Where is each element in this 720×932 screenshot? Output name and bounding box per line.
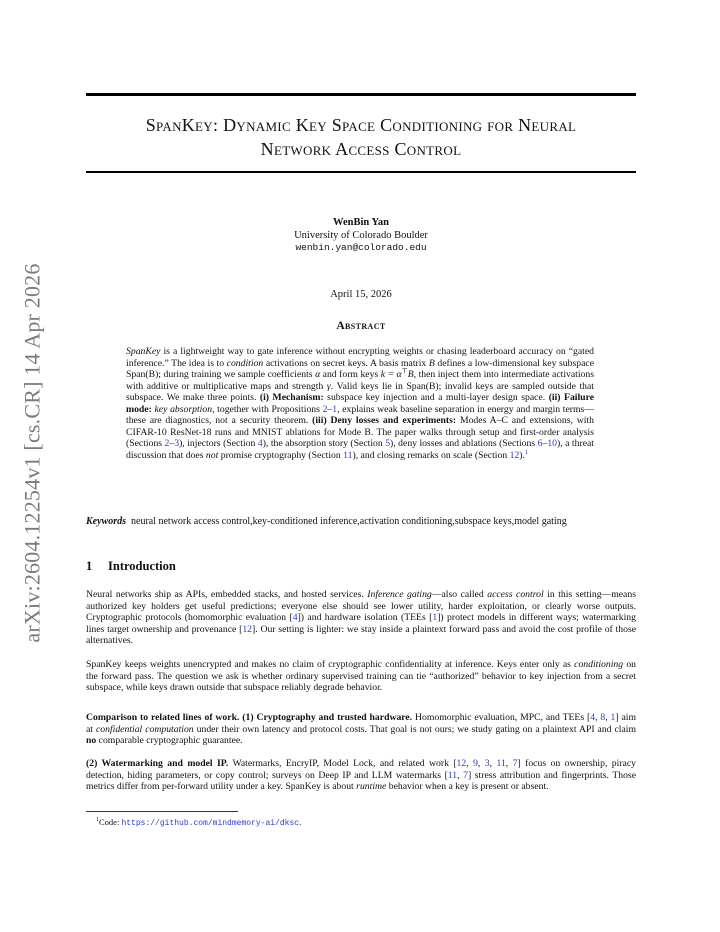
paragraph-text: no — [86, 735, 97, 747]
crossref-link[interactable]: 10 — [547, 438, 557, 449]
paper-title-line-2: Network Access Control — [260, 139, 462, 159]
paragraph-text: access control — [487, 589, 544, 600]
crossref-link[interactable]: 3 — [174, 438, 180, 449]
abstract-text-segment: ), injectors (Section — [179, 438, 258, 449]
paper-title — [86, 113, 636, 161]
paragraph-text: , — [466, 758, 474, 769]
crossref-link[interactable]: 4 — [257, 438, 263, 449]
paragraph-text: SpanKey keeps weights unencrypted and makes no claim of cryptographic confidentiality at inference. Keys enter only as — [86, 659, 575, 670]
abstract-math-superscript: ⊤ — [401, 367, 408, 375]
crossref-link[interactable]: 2 — [322, 403, 328, 415]
section-heading-introduction — [86, 559, 636, 574]
paragraph-text: behavior when a key is present or absent. — [386, 781, 549, 793]
abstract-math: Span(B) — [126, 369, 159, 380]
crossref-link[interactable]: 12 — [509, 449, 520, 461]
paragraph-text: ] stress attribution and fingerprints. Those metrics differ from per-forward utility under a key. SpanKey is about — [86, 769, 637, 793]
citation-link[interactable]: 1 — [432, 612, 438, 624]
author-block — [86, 217, 636, 255]
abstract-text-segment: , together with Propositions — [212, 403, 323, 415]
abstract-text-segment: key absorption — [154, 403, 213, 415]
paragraph-text: Neural networks ship as APIs, embedded stacks, and hosted services. — [86, 589, 368, 600]
arxiv-identifier-stamp — [18, 258, 48, 648]
abstract-text-segment: ). — [519, 449, 525, 461]
abstract-point-label: (i) Mechanism: — [259, 392, 324, 403]
paragraph-subheading: (1) Cryptography and trusted hardware. — [242, 712, 413, 723]
abstract-text-segment: subspace key injection and a multi-layer design space. — [323, 392, 549, 403]
keywords-text: neural network access control,key-conditioned inference,activation conditioning,subspace keys,model gating — [131, 516, 567, 527]
abstract-math: k = α — [380, 369, 402, 380]
paragraph-text: ]. Our setting is lighter: we stay inside a plaintext forward pass and avoid the cost profile of those alternatives. — [86, 623, 637, 647]
abstract-text-segment: activations on secret keys. A basis matrix — [263, 357, 429, 369]
citation-link[interactable]: 11 — [447, 769, 458, 781]
abstract-text-segment: not — [205, 449, 219, 461]
citation-link[interactable]: 7 — [512, 758, 518, 769]
abstract-text-segment: ; invalid keys are sampled outside that subspace. We make three points. — [126, 380, 594, 403]
section-number: 1 — [86, 559, 93, 573]
related-work-paragraph-watermarking — [86, 758, 636, 793]
abstract-text-segment: – — [542, 438, 548, 449]
paragraph-text: Watermarks, EncryIP, Model Lock, and related work [ — [228, 758, 457, 769]
title-top-rule — [86, 93, 636, 96]
paragraph-text: , — [457, 769, 464, 781]
citation-link[interactable]: 7 — [463, 769, 468, 781]
section-title: Introduction — [108, 559, 176, 573]
footnote-rule — [86, 811, 238, 812]
arxiv-identifier-text: arXiv:2604.12254v1 [cs.CR] 14 Apr 2026 — [20, 263, 46, 643]
paragraph-text: runtime — [356, 781, 387, 793]
paragraph-text: under their own latency and protocol costs. That goal is not ours; we study gating on a plaintext API and claim — [193, 723, 636, 735]
abstract-text-segment: ; during training we sample coefficients — [158, 369, 316, 380]
abstract-math: Span(B) — [406, 380, 439, 392]
footnote-label: Code: — [99, 816, 122, 827]
citation-link[interactable]: 4 — [292, 612, 298, 624]
author-name: WenBin Yan — [333, 217, 389, 228]
paragraph-text: ] aim at — [86, 712, 637, 735]
citation-link[interactable]: 11 — [496, 758, 506, 769]
abstract-text-segment: ), the absorption story (Section — [262, 438, 386, 449]
crossref-link[interactable]: 1 — [332, 403, 338, 415]
related-work-paragraph-crypto — [86, 712, 636, 747]
paragraph-text: —also called — [431, 589, 488, 600]
paragraph-text: ]) protect models in different ways; watermarking lines target ownership and provenance [ — [86, 612, 636, 635]
abstract-math: B — [428, 357, 435, 369]
paper-date: April 15, 2026 — [330, 289, 392, 300]
citation-link[interactable]: 12 — [242, 623, 253, 635]
abstract-text-segment: ), a threat discussion that does — [126, 438, 594, 461]
paper-title-line-1: SpanKey: Dynamic Key Space Conditioning for Neural — [145, 115, 577, 135]
paragraph-text: , — [489, 758, 497, 769]
abstract-point-label: (iii) Deny losses and experiments: — [312, 415, 457, 426]
citation-link[interactable]: 8 — [600, 712, 606, 723]
crossref-link[interactable]: 2 — [164, 438, 170, 449]
abstract-text-segment: ), and closing remarks on scale (Section — [352, 449, 510, 461]
abstract-math: B — [407, 369, 414, 380]
abstract-text-segment: Modes A–C and extensions, with CIFAR-10 ResNet-18 runs and MNIST ablations for Mode B. The paper walks through setup and first-order analysis (Sections — [126, 415, 594, 449]
abstract-text-segment: defines a low-dimensional key subspace — [434, 357, 594, 369]
footnote-number: 1 — [96, 817, 99, 823]
paragraph-text: comparable cryptographic guarantee. — [96, 735, 243, 747]
keywords-block — [86, 516, 636, 528]
paragraph-text: ] focus on ownership, piracy detection, hiding parameters, or copy control; surveys on Deep IP and LLM watermarks [ — [86, 758, 637, 781]
keywords-label: Keywords — [86, 516, 126, 527]
crossref-link[interactable]: 5 — [385, 438, 391, 449]
paragraph-run-in-heading: Comparison to related lines of work. — [86, 712, 240, 723]
intro-paragraph-1 — [86, 589, 636, 647]
citation-link[interactable]: 1 — [610, 712, 616, 723]
abstract-text-segment: – — [327, 403, 333, 415]
footnote-marker-link[interactable]: 1 — [524, 448, 529, 456]
paragraph-text: , — [477, 758, 485, 769]
abstract-heading: Abstract — [336, 320, 386, 332]
abstract-point-label: (ii) Failure mode: — [126, 392, 594, 415]
crossref-link[interactable]: 6 — [537, 438, 543, 449]
abstract-math: γ — [326, 380, 331, 392]
crossref-link[interactable]: 11 — [343, 449, 353, 461]
paragraph-text: , — [595, 712, 601, 723]
abstract-text-segment: , then inject them into intermediate activations with additive or multiplicative maps and strength — [126, 369, 595, 392]
footnote-end: . — [299, 816, 302, 827]
abstract-text-segment: , explains weak baseline separation in energy and margin terms—these are diagnostics, not a security theorem. — [126, 403, 595, 426]
paragraph-run-in-heading: (2) Watermarking and model IP. — [86, 758, 229, 769]
abstract-text-segment: is a lightweight way to gate inference without encrypting weights or chasing leaderboard accuracy on “gated inference.” The idea is to — [126, 346, 594, 369]
citation-link[interactable]: 12 — [456, 758, 467, 769]
intro-paragraph-2 — [86, 659, 636, 694]
abstract-text-segment: SpanKey — [126, 346, 161, 357]
abstract-text-segment: . Valid keys lie in — [330, 380, 407, 392]
paragraph-text: Homomorphic evaluation, MPC, and TEEs [ — [412, 712, 591, 723]
abstract-text-segment: condition — [226, 357, 264, 369]
abstract-body — [126, 346, 594, 461]
paragraph-text: in this setting—means authorized key holders get useful predictions; everyone else should see lower utility, harder exploitation, or clearly worse outputs. Cryptographic protocols (homomorphic evaluation [ — [86, 589, 636, 624]
abstract-text-segment: promise cryptography (Section — [218, 449, 344, 461]
paragraph-text: ]) and hardware isolation (TEEs [ — [297, 612, 433, 624]
paragraph-text: on the forward pass. The question we ask is whether ordinary supervised training can tie “authorized” behavior to key injection from a secret subspace, while keys drawn outside that subspace reliably degrade behavior. — [86, 659, 637, 694]
abstract-text-segment: and form keys — [320, 369, 381, 380]
paragraph-text: , — [605, 712, 611, 723]
paragraph-text: Inference gating — [367, 589, 432, 600]
citation-link[interactable]: 3 — [484, 758, 490, 769]
paragraph-text: , — [505, 758, 513, 769]
paragraph-text: confidential computation — [95, 723, 194, 735]
author-affiliation: University of Colorado Boulder — [294, 229, 428, 241]
title-bottom-rule — [86, 171, 636, 173]
paragraph-text: conditioning — [574, 659, 624, 670]
author-email[interactable]: wenbin.yan@colorado.edu — [295, 242, 427, 253]
abstract-math: α — [315, 369, 321, 380]
footnote — [96, 815, 636, 829]
abstract-text-segment: ), deny losses and ablations (Sections — [390, 438, 538, 449]
code-repository-link[interactable]: https://github.com/mindmemory-ai/dksc — [121, 818, 300, 828]
abstract-text-segment: – — [169, 438, 175, 449]
citation-link[interactable]: 9 — [473, 758, 478, 769]
citation-link[interactable]: 4 — [590, 712, 596, 723]
